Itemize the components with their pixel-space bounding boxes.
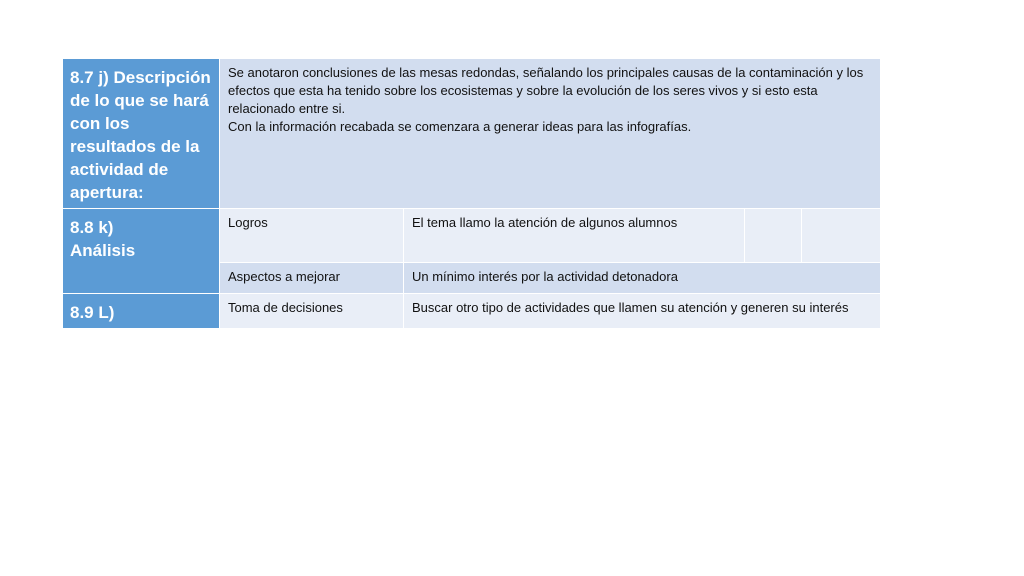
table-row <box>63 294 881 329</box>
evaluation-table <box>62 58 881 329</box>
analysis-heading-line-1: 8.8 k) <box>70 218 114 237</box>
description-text-cell <box>220 59 881 209</box>
label-cell-decisiones: Toma de decisiones <box>220 294 404 329</box>
row-heading-analysis <box>63 209 220 294</box>
table-row <box>63 59 881 209</box>
description-paragraph-2: Con la información recabada se comenzara a generar ideas para las infografías. <box>228 119 692 134</box>
empty-cell <box>802 209 881 263</box>
table-row <box>63 209 881 263</box>
analysis-heading-line-2: Análisis <box>70 241 136 260</box>
value-cell-aspectos: Un mínimo interés por la actividad detonadora <box>404 263 881 294</box>
row-heading-decisions: 8.9 L) <box>63 294 220 329</box>
empty-cell <box>745 209 802 263</box>
description-paragraph-1: Se anotaron conclusiones de las mesas redondas, señalando los principales causas de la contaminación y los efectos que esta ha tenido sobre los ecosistemas y sobre la evolución de los seres vivos y si esto esta relacionado entre si. <box>228 65 864 116</box>
label-cell-logros: Logros <box>220 209 404 263</box>
value-cell-decisiones: Buscar otro tipo de actividades que llamen su atención y generen su interés <box>404 294 881 329</box>
row-heading-description: 8.7 j) Descripción de lo que se hará con los resultados de la actividad de apertura: <box>63 59 220 209</box>
value-cell-logros: El tema llamo la atención de algunos alumnos <box>404 209 745 263</box>
label-cell-aspectos: Aspectos a mejorar <box>220 263 404 294</box>
